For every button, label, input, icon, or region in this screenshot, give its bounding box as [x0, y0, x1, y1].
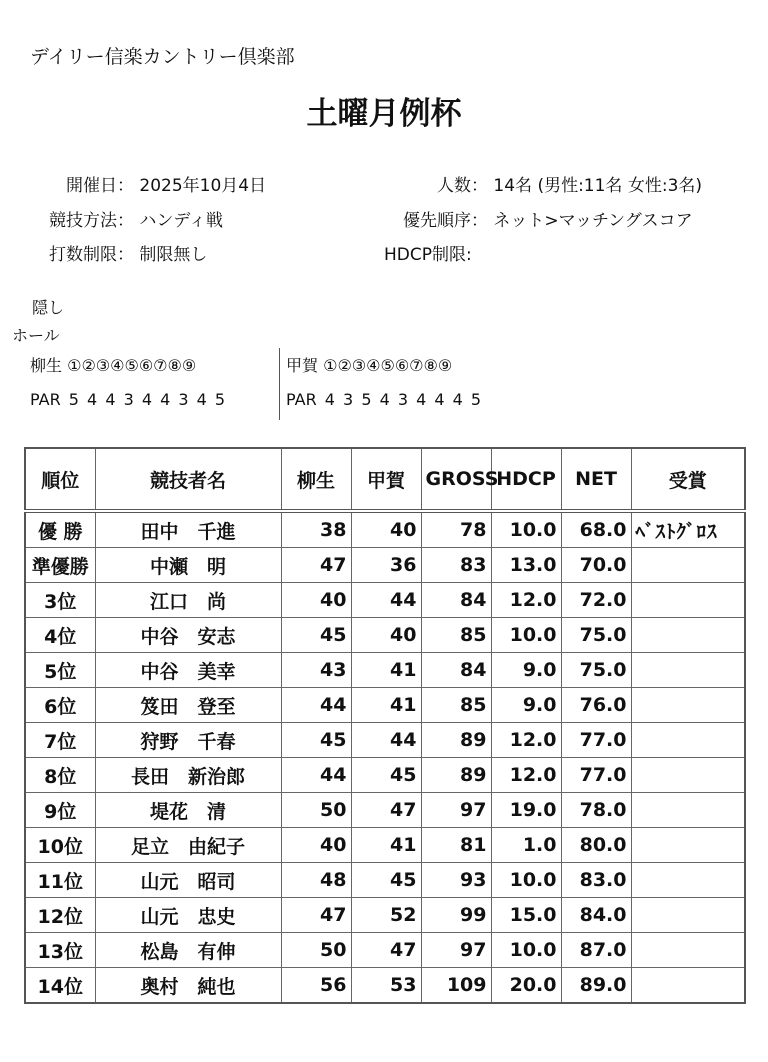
course2-par-label: PAR [286, 390, 317, 409]
koga-score-cell: 40 [351, 618, 421, 653]
date-value: 2025年10月4日 [139, 176, 267, 196]
gross-cell: 85 [421, 618, 491, 653]
course1-holes [30, 353, 196, 376]
name-cell: 山元 昭司 [95, 863, 281, 898]
table-header-row [25, 448, 745, 511]
course2-hole-list: ①②③④⑤⑥⑦⑧⑨ [323, 356, 453, 375]
table-row [25, 723, 745, 758]
name-cell: 奥村 純也 [95, 968, 281, 1004]
hdcp-cell: 12.0 [491, 758, 561, 793]
yagyu-score-cell: 38 [281, 511, 351, 548]
course1-par-values: 5 4 4 3 4 4 3 4 5 [68, 390, 226, 409]
page-title: 土曜月例杯 [306, 96, 462, 132]
name-cell: 山元 忠史 [95, 898, 281, 933]
award-cell [631, 863, 745, 898]
koga-score-cell: 41 [351, 653, 421, 688]
table-row [25, 758, 745, 793]
hdcp-cell: 19.0 [491, 793, 561, 828]
gross-cell: 83 [421, 548, 491, 583]
header-name: 競技者名 [95, 448, 281, 511]
koga-score-cell: 47 [351, 793, 421, 828]
table-row [25, 968, 745, 1004]
info-method [30, 206, 223, 231]
gross-cell: 89 [421, 723, 491, 758]
course-divider [279, 348, 280, 420]
info-date [30, 171, 266, 196]
table-row [25, 688, 745, 723]
gross-cell: 78 [421, 511, 491, 548]
header-net: NET [561, 448, 631, 511]
award-cell [631, 968, 745, 1004]
yagyu-score-cell: 45 [281, 618, 351, 653]
rank-cell: 9位 [25, 793, 95, 828]
yagyu-score-cell: 56 [281, 968, 351, 1004]
yagyu-score-cell: 45 [281, 723, 351, 758]
yagyu-score-cell: 40 [281, 583, 351, 618]
info-priority [384, 206, 693, 231]
table-row [25, 793, 745, 828]
count-label: 人数： [437, 176, 488, 196]
gross-cell: 99 [421, 898, 491, 933]
table-row [25, 653, 745, 688]
rank-cell: 10位 [25, 828, 95, 863]
yagyu-score-cell: 44 [281, 758, 351, 793]
yagyu-score-cell: 48 [281, 863, 351, 898]
priority-label: 優先順序： [403, 211, 488, 231]
rank-cell: 7位 [25, 723, 95, 758]
table-row [25, 511, 745, 548]
koga-score-cell: 47 [351, 933, 421, 968]
name-cell: 田中 千進 [95, 511, 281, 548]
yagyu-score-cell: 50 [281, 933, 351, 968]
method-label: 競技方法： [49, 211, 134, 231]
hdcp-cell: 13.0 [491, 548, 561, 583]
net-cell: 83.0 [561, 863, 631, 898]
header-gross: GROSS [421, 448, 491, 511]
gross-cell: 93 [421, 863, 491, 898]
table-row [25, 863, 745, 898]
hdcp-cell: 10.0 [491, 933, 561, 968]
rank-cell: 5位 [25, 653, 95, 688]
info-limit [30, 240, 207, 265]
course1-hole-list: ①②③④⑤⑥⑦⑧⑨ [67, 356, 197, 375]
table-row [25, 583, 745, 618]
name-cell: 足立 由紀子 [95, 828, 281, 863]
course2-par-values: 4 3 5 4 3 4 4 4 5 [324, 390, 482, 409]
gross-cell: 84 [421, 653, 491, 688]
rank-cell: 6位 [25, 688, 95, 723]
hdcp-cell: 10.0 [491, 618, 561, 653]
table-row [25, 898, 745, 933]
hdcp-cell: 10.0 [491, 863, 561, 898]
award-cell [631, 583, 745, 618]
name-cell: 狩野 千春 [95, 723, 281, 758]
course2-holes [286, 353, 452, 376]
rank-cell: 8位 [25, 758, 95, 793]
net-cell: 70.0 [561, 548, 631, 583]
table-row [25, 548, 745, 583]
date-label: 開催日： [66, 176, 134, 196]
header-yagyu: 柳生 [281, 448, 351, 511]
koga-score-cell: 45 [351, 758, 421, 793]
net-cell: 75.0 [561, 653, 631, 688]
info-count [384, 171, 702, 196]
award-cell [631, 618, 745, 653]
award-cell [631, 688, 745, 723]
table-row [25, 828, 745, 863]
award-cell [631, 723, 745, 758]
net-cell: 76.0 [561, 688, 631, 723]
method-value: ハンディ戦 [139, 211, 224, 231]
hidden-label-line2: ホール [12, 326, 60, 345]
rank-cell: 優 勝 [25, 511, 95, 548]
yagyu-score-cell: 44 [281, 688, 351, 723]
net-cell: 77.0 [561, 758, 631, 793]
award-cell [631, 758, 745, 793]
rank-cell: 12位 [25, 898, 95, 933]
info-hdcp [384, 240, 472, 265]
hdcp-cell: 12.0 [491, 723, 561, 758]
gross-cell: 97 [421, 793, 491, 828]
yagyu-score-cell: 47 [281, 898, 351, 933]
rank-cell: 13位 [25, 933, 95, 968]
hdcp-cell: 1.0 [491, 828, 561, 863]
gross-cell: 85 [421, 688, 491, 723]
club-name: デイリー信楽カントリー倶楽部 [30, 46, 295, 68]
header-hdcp: HDCP [491, 448, 561, 511]
net-cell: 80.0 [561, 828, 631, 863]
priority-value: ネット>マッチングスコア [493, 211, 693, 231]
rank-cell: 3位 [25, 583, 95, 618]
name-cell: 中谷 安志 [95, 618, 281, 653]
name-cell: 笈田 登至 [95, 688, 281, 723]
hdcp-cell: 15.0 [491, 898, 561, 933]
yagyu-score-cell: 50 [281, 793, 351, 828]
name-cell: 江口 尚 [95, 583, 281, 618]
name-cell: 中谷 美幸 [95, 653, 281, 688]
koga-score-cell: 53 [351, 968, 421, 1004]
koga-score-cell: 40 [351, 511, 421, 548]
gross-cell: 109 [421, 968, 491, 1004]
koga-score-cell: 44 [351, 723, 421, 758]
yagyu-score-cell: 40 [281, 828, 351, 863]
course2-name: 甲賀 [286, 356, 319, 375]
hdcp-cell: 12.0 [491, 583, 561, 618]
koga-score-cell: 41 [351, 828, 421, 863]
name-cell: 長田 新治郎 [95, 758, 281, 793]
hdcp-cell: 9.0 [491, 653, 561, 688]
rank-cell: 14位 [25, 968, 95, 1004]
gross-cell: 89 [421, 758, 491, 793]
hdcp-label: HDCP制限: [384, 245, 472, 265]
award-cell: ﾍﾞｽﾄｸﾞﾛｽ [631, 511, 745, 548]
award-cell [631, 653, 745, 688]
gross-cell: 81 [421, 828, 491, 863]
limit-value: 制限無し [139, 245, 208, 265]
net-cell: 77.0 [561, 723, 631, 758]
koga-score-cell: 52 [351, 898, 421, 933]
award-cell [631, 548, 745, 583]
net-cell: 87.0 [561, 933, 631, 968]
course1-par [30, 390, 225, 409]
net-cell: 75.0 [561, 618, 631, 653]
table-row [25, 618, 745, 653]
yagyu-score-cell: 47 [281, 548, 351, 583]
course1-par-label: PAR [30, 390, 61, 409]
koga-score-cell: 41 [351, 688, 421, 723]
koga-score-cell: 44 [351, 583, 421, 618]
name-cell: 中瀬 明 [95, 548, 281, 583]
net-cell: 78.0 [561, 793, 631, 828]
net-cell: 68.0 [561, 511, 631, 548]
award-cell [631, 828, 745, 863]
rank-cell: 4位 [25, 618, 95, 653]
name-cell: 松島 有伸 [95, 933, 281, 968]
header-award: 受賞 [631, 448, 745, 511]
hdcp-cell: 10.0 [491, 511, 561, 548]
rank-cell: 11位 [25, 863, 95, 898]
net-cell: 84.0 [561, 898, 631, 933]
award-cell [631, 933, 745, 968]
gross-cell: 84 [421, 583, 491, 618]
award-cell [631, 898, 745, 933]
results-table [24, 447, 746, 1004]
rank-cell: 準優勝 [25, 548, 95, 583]
table-row [25, 933, 745, 968]
hdcp-cell: 20.0 [491, 968, 561, 1004]
yagyu-score-cell: 43 [281, 653, 351, 688]
net-cell: 72.0 [561, 583, 631, 618]
koga-score-cell: 36 [351, 548, 421, 583]
name-cell: 堤花 清 [95, 793, 281, 828]
gross-cell: 97 [421, 933, 491, 968]
hidden-label-line1: 隠し [32, 298, 65, 317]
hdcp-cell: 9.0 [491, 688, 561, 723]
header-rank: 順位 [25, 448, 95, 511]
limit-label: 打数制限： [49, 245, 134, 265]
course2-par [286, 390, 481, 409]
count-value: 14名 (男性:11名 女性:3名) [493, 176, 703, 196]
header-koga: 甲賀 [351, 448, 421, 511]
award-cell [631, 793, 745, 828]
course1-name: 柳生 [30, 356, 63, 375]
net-cell: 89.0 [561, 968, 631, 1004]
koga-score-cell: 45 [351, 863, 421, 898]
